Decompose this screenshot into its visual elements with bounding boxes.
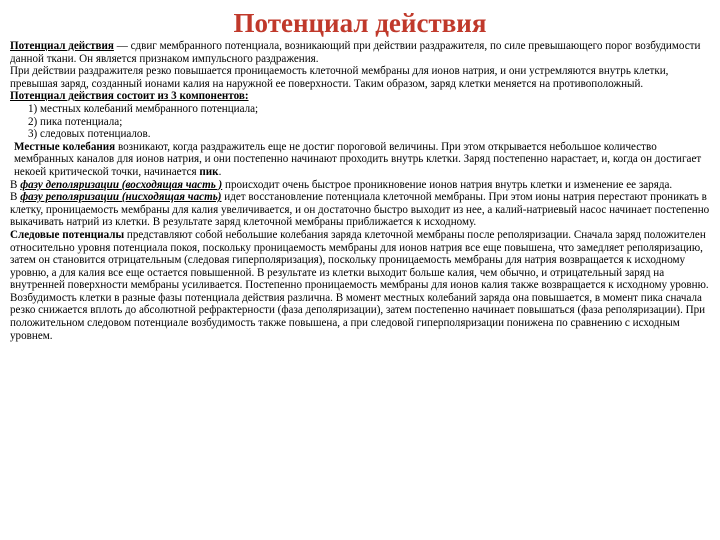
local-oscillations-end: .	[218, 165, 222, 178]
local-oscillations-paragraph	[10, 141, 712, 179]
definition-paragraph	[10, 40, 712, 65]
repolarization-paragraph	[10, 191, 712, 229]
repolarization-prefix: В	[10, 191, 21, 204]
depolarization-term: фазу деполяризации (восходящая часть )	[20, 178, 223, 191]
depolarization-paragraph	[10, 179, 712, 192]
component-item-3: 3) следовых потенциалов.	[28, 128, 151, 141]
repolarization-term: фазу реполяризации (нисходящая часть)	[20, 191, 222, 204]
repolarization-text: идет восстановление потенциала клеточной мембраны. При этом ионы натрия перестают проникать в клетку, проницаемость мембраны для калия увеличивается, и он достаточно быстро выходит из нее, а калий-натриевый насос начинает постепенно выкачивать натрий из клетки. В результате заряд клеточной мембраны приближается к исходному.	[10, 191, 710, 229]
local-oscillations-term: Местные колебания	[14, 140, 116, 153]
trace-potentials-paragraph	[10, 229, 712, 292]
component-item-1: 1) местных колебаний мембранного потенциала;	[28, 102, 259, 115]
depolarization-text: происходит очень быстрое проникновение ионов натрия внутрь клетки и изменение ее заряда.	[222, 178, 673, 191]
definition-term: Потенциал действия	[10, 40, 114, 52]
document-body	[10, 40, 712, 342]
depolarization-prefix: В	[10, 178, 21, 191]
local-oscillations-text: возникают, когда раздражитель еще не достиг пороговой величины. При этом открывается небольшое количество мембранных каналов для ионов натрия, и они постепенно начинают проходить внутрь клетки. Заряд постепенно нарастает, и, когда он достигает некоей критической точки, начинается	[14, 140, 702, 178]
trace-potentials-text: представляют собой небольшие колебания заряда клеточной мембраны после реполяризации. Сначала заряд положителен относительно уровня потенциала покоя, поскольку проницаемость мембраны для ионов натрия все еще повышена, что замедляет реполяризацию, затем он становится отрицательным (следовая гиперполяризация), поскольку проницаемость мембраны для натрия возвращается к исходному уровню, а для калия все еще остается повышенной. В результате из клетки выходит больше калия, чем обычно, и отрицательный заряд на внутренней поверхности мембраны усиливается. Постепенно проницаемость мембраны для ионов калия также возвращается к исходному уровню.	[10, 228, 709, 292]
excitability-paragraph: Возбудимость клетки в разные фазы потенциала действия различна. В момент местных колебаний заряда она повышается, в момент пика сначала резко снижается вплоть до абсолютной рефрактерности (фаза деполяризации), затем постепенно начинает повышаться (фаза реполяризации). При положительном следовом потенциале возбудимость также повышена, а при следовой гиперполяризации понижена по сравнению с исходным уровнем.	[10, 291, 706, 342]
sodium-paragraph: При действии раздражителя резко повышается проницаемость клеточной мембраны для ионов натрия, и они устремляются внутрь клетки, превышая заряд, созданный ионами калия на наружной ее поверхности. Таким образом, заряд клетки меняется на противоположный.	[10, 65, 669, 90]
components-heading: Потенциал действия состоит из 3 компонентов:	[10, 90, 249, 103]
trace-potentials-term: Следовые потенциалы	[10, 228, 125, 241]
definition-text: — сдвиг мембранного потенциала, возникающий при действии раздражителя, по силе превышающего порог возбудимости данной ткани. Он является признаком импульсного раздражения.	[10, 40, 701, 65]
component-item-2: 2) пика потенциала;	[28, 115, 123, 128]
peak-term: пик	[199, 165, 219, 178]
page-title: Потенциал действия	[233, 8, 487, 38]
